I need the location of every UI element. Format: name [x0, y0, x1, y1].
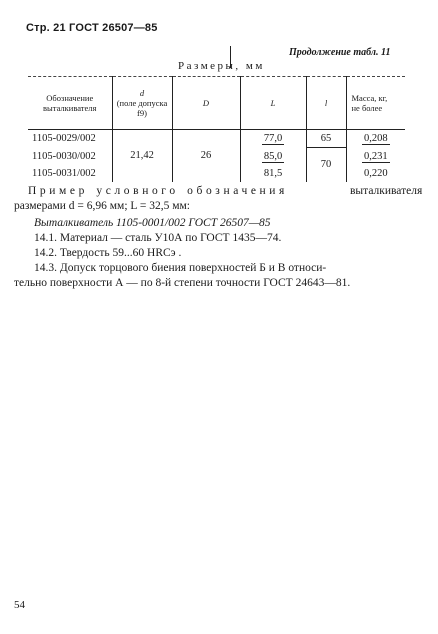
cell-L: 77,0: [240, 130, 306, 148]
cell-L: 85,0: [240, 148, 306, 165]
cell-mass: 0,231: [346, 148, 405, 165]
cell-l: 65: [306, 130, 346, 148]
cell-designation: 1105-0029/002: [32, 133, 96, 145]
col-header-l: l: [306, 77, 346, 130]
cell-d-merged: 21,42: [112, 130, 172, 182]
clause-14-3: 14.3. Допуск торцового биения поверхностей Б и В относи-: [34, 262, 327, 274]
cell-designation: 1105-0030/002: [32, 150, 96, 162]
continuation-label: Продолжение табл. 11: [289, 47, 391, 58]
table-row: [28, 130, 405, 148]
example-designation: Выталкиватель 1105-0001/002 ГОСТ 26507—85: [34, 217, 271, 229]
clause-14-2: 14.2. Твердость 59...60 HRCэ .: [34, 247, 182, 259]
clause-14-1: 14.1. Материал — сталь У10А по ГОСТ 1435—74.: [34, 232, 282, 244]
table-caption: Размеры, мм: [178, 60, 265, 72]
cell-designation: 1105-0031/002: [32, 167, 96, 179]
col-header-L: L: [240, 77, 306, 130]
col-header-designation: Обозначение выталкивателя: [28, 77, 112, 130]
col-header-mass: Масса, кг, не более: [346, 77, 405, 130]
page-number: 54: [14, 599, 25, 611]
example-heading: Пример условного обозначения: [28, 185, 288, 197]
example-line-2: размерами d = 6,96 мм; L = 32,5 мм:: [14, 200, 190, 212]
table-header-row: [28, 77, 405, 130]
page-header: Стр. 21 ГОСТ 26507—85: [26, 22, 158, 34]
cell-D-merged: 26: [172, 130, 240, 182]
cell-mass: 0,220: [346, 165, 405, 182]
cell-mass: 0,208: [346, 130, 405, 148]
cell-l-merged: 70: [306, 148, 346, 182]
spec-table: [28, 76, 405, 182]
example-line-1: [28, 185, 423, 197]
col-header-d: d (поле допуска f9): [112, 77, 172, 130]
col-header-D: D: [172, 77, 240, 130]
clause-14-3-cont: тельно поверхности А — по 8-й степени точности ГОСТ 24643—81.: [14, 277, 351, 289]
cell-L: 81,5: [240, 165, 306, 182]
example-heading-end: выталкивателя: [350, 185, 423, 197]
